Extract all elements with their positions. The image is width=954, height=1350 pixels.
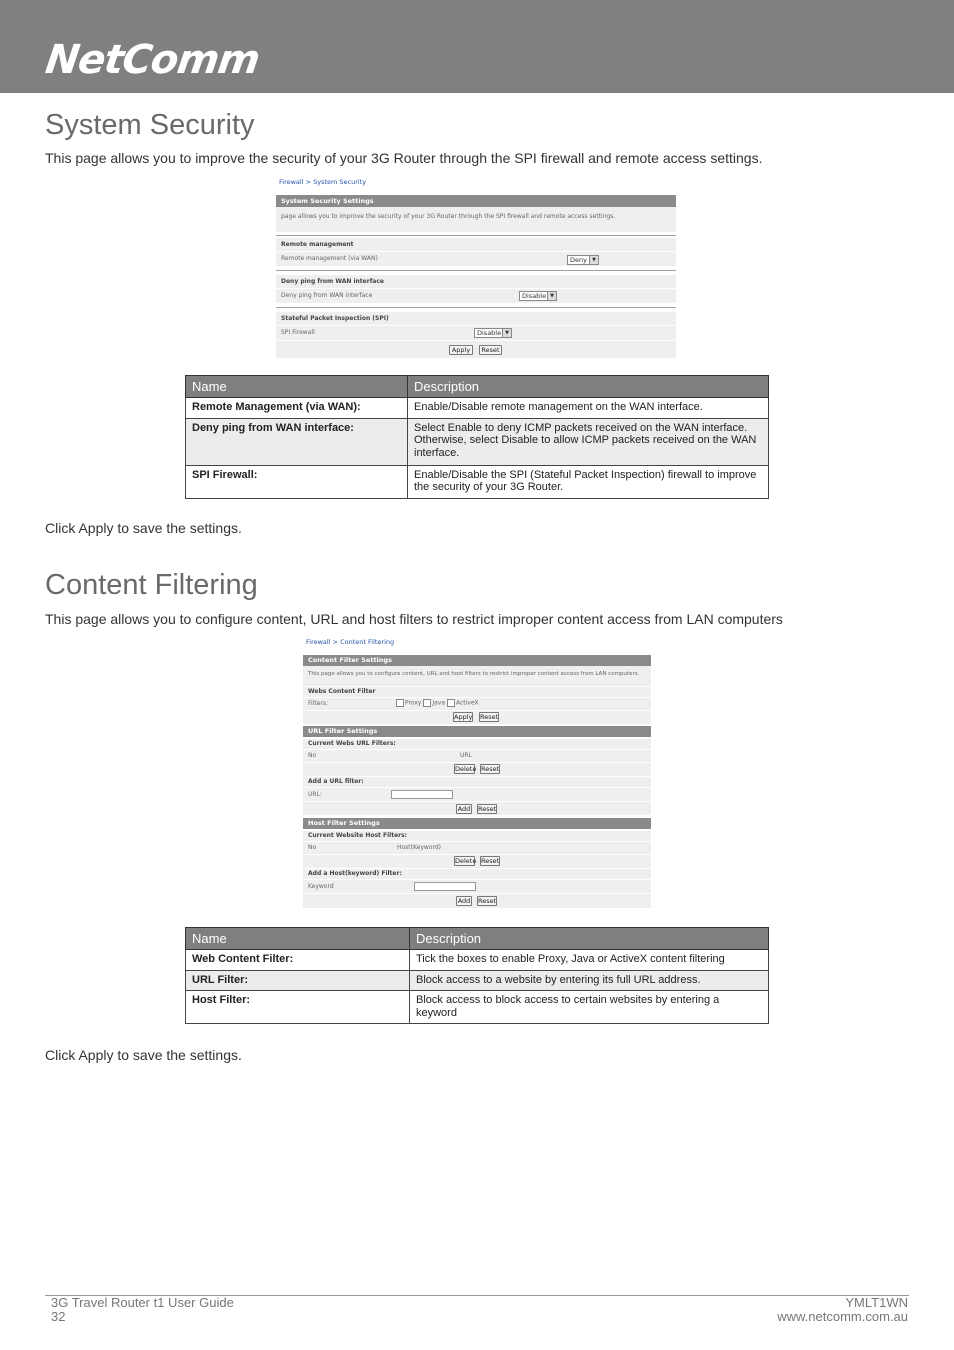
keyword-label: Keyword bbox=[303, 880, 651, 893]
content-filter-description: This page allows you to configure content, URL and host filters to restrict improper content access from LAN computers. bbox=[303, 666, 651, 686]
row-description: Select Enable to deny ICMP packets received on the WAN interface. Otherwise, select Disable to allow ICMP packets received on the WAN interface. bbox=[408, 418, 769, 465]
breadcrumb: Firewall > System Security bbox=[279, 178, 367, 186]
button-row bbox=[303, 855, 651, 868]
row-description: Block access to block access to certain websites by entering a keyword bbox=[410, 991, 769, 1024]
divider bbox=[276, 235, 676, 236]
system-security-screenshot bbox=[276, 176, 676, 360]
table-header-row bbox=[186, 376, 769, 398]
chevron-down-icon: ▼ bbox=[502, 329, 511, 337]
add-url-button[interactable]: Add bbox=[457, 805, 471, 813]
table-row bbox=[186, 465, 769, 498]
filters-label: Filters: bbox=[303, 698, 651, 710]
add-url-filter-header: Add a URL filter: bbox=[303, 777, 651, 787]
url-label: URL: bbox=[303, 788, 651, 801]
button-row bbox=[303, 763, 651, 776]
reset-button[interactable]: Reset bbox=[481, 857, 500, 865]
divider bbox=[276, 270, 676, 271]
proxy-checkbox[interactable] bbox=[396, 699, 404, 707]
breadcrumb: Firewall > Content Filtering bbox=[306, 638, 395, 646]
table-row bbox=[186, 950, 769, 971]
row-name: SPI Firewall: bbox=[186, 465, 408, 498]
row-description: Block access to a website by entering its full URL address. bbox=[410, 970, 769, 991]
apply-button[interactable]: Apply bbox=[449, 345, 473, 355]
delete-url-button[interactable]: Delete bbox=[455, 765, 477, 773]
url-column-header: URL bbox=[460, 752, 472, 759]
reset-button[interactable]: Reset bbox=[479, 345, 502, 355]
delete-host-button[interactable]: Delete bbox=[455, 857, 477, 865]
table-row bbox=[186, 970, 769, 991]
url-columns-row: No bbox=[303, 750, 651, 762]
current-url-filters-header: Current Webs URL Filters: bbox=[303, 739, 651, 749]
table-row bbox=[186, 418, 769, 465]
table-row bbox=[186, 398, 769, 419]
content-filtering-table bbox=[185, 927, 769, 1024]
add-host-filter-header: Add a Host(keyword) Filter: bbox=[303, 869, 651, 879]
settings-bar: System Security Settings bbox=[276, 195, 676, 207]
reset-button[interactable]: Reset bbox=[478, 897, 497, 905]
reset-button[interactable]: Reset bbox=[478, 805, 497, 813]
java-checkbox[interactable] bbox=[423, 699, 431, 707]
host-filter-bar: Host Filter Settings bbox=[303, 818, 651, 829]
column-header: Name bbox=[186, 928, 410, 950]
apply-note: Click Apply to save the settings. bbox=[45, 1047, 242, 1063]
keyword-input[interactable] bbox=[414, 882, 476, 891]
chevron-down-icon: ▼ bbox=[589, 256, 598, 264]
deny-ping-select[interactable]: Disable ▼ bbox=[519, 291, 557, 301]
row-name: Web Content Filter: bbox=[186, 950, 410, 971]
spi-select[interactable]: Disable ▼ bbox=[474, 328, 512, 338]
url-input[interactable] bbox=[391, 790, 453, 799]
activex-checkbox[interactable] bbox=[447, 699, 455, 707]
section-title-content-filtering: Content Filtering bbox=[45, 569, 258, 601]
chevron-down-icon: ▼ bbox=[547, 292, 556, 300]
deny-ping-header: Deny ping from WAN interface bbox=[276, 275, 676, 288]
reset-button[interactable]: Reset bbox=[481, 765, 500, 773]
content-filter-bar: Content Filter Settings bbox=[303, 655, 651, 666]
column-header: Name bbox=[186, 376, 408, 398]
settings-description: page allows you to improve the security of your 3G Router through the SPI firewall and remote access settings. bbox=[276, 207, 676, 232]
table-header-row bbox=[186, 928, 769, 950]
section-intro: This page allows you to improve the security of your 3G Router through the SPI firewall and remote access settings. bbox=[45, 150, 763, 166]
remote-management-label: Remote management (via WAN) bbox=[276, 252, 676, 266]
deny-ping-label: Deny ping from WAN interface bbox=[276, 289, 676, 303]
url-filter-bar: URL Filter Settings bbox=[303, 726, 651, 737]
divider bbox=[276, 307, 676, 308]
button-row bbox=[303, 711, 651, 724]
button-row bbox=[276, 341, 676, 358]
remote-management-select[interactable]: Deny ▼ bbox=[567, 255, 599, 265]
reset-button[interactable]: Reset bbox=[480, 713, 499, 721]
netcomm-logo: NetComm bbox=[42, 37, 263, 83]
header-bar bbox=[0, 0, 954, 93]
host-columns-row: No bbox=[303, 842, 651, 854]
current-host-filters-header: Current Website Host Filters: bbox=[303, 831, 651, 841]
row-name: Host Filter: bbox=[186, 991, 410, 1024]
spi-header: Stateful Packet Inspection (SPI) bbox=[276, 312, 676, 325]
apply-note: Click Apply to save the settings. bbox=[45, 520, 242, 536]
content-filtering-screenshot bbox=[303, 636, 651, 908]
spi-label: SPI Firewall bbox=[276, 326, 676, 340]
table-row bbox=[186, 991, 769, 1024]
host-column-header: Host(Keyword) bbox=[397, 844, 441, 851]
column-header: Description bbox=[408, 376, 769, 398]
column-header: Description bbox=[410, 928, 769, 950]
row-name: Remote Management (via WAN): bbox=[186, 398, 408, 419]
footer-url: www.netcomm.com.au bbox=[777, 1309, 908, 1324]
remote-management-header: Remote management bbox=[276, 238, 676, 251]
add-host-button[interactable]: Add bbox=[457, 897, 471, 905]
row-name: Deny ping from WAN interface: bbox=[186, 418, 408, 465]
footer-model: YMLT1WN bbox=[845, 1295, 908, 1310]
footer-page-number: 32 bbox=[51, 1309, 66, 1324]
section-title-system-security: System Security bbox=[45, 109, 255, 141]
row-description: Enable/Disable the SPI (Stateful Packet Inspection) firewall to improve the security of your 3G Router. bbox=[408, 465, 769, 498]
section-intro: This page allows you to configure content, URL and host filters to restrict improper content access from LAN computers bbox=[45, 611, 783, 627]
system-security-table bbox=[185, 375, 769, 499]
apply-button[interactable]: Apply bbox=[454, 713, 473, 721]
filter-options: Proxy Java ActiveX bbox=[396, 699, 479, 707]
web-content-filter-header: Webs Content Filter bbox=[303, 687, 651, 697]
row-description: Enable/Disable remote management on the WAN interface. bbox=[408, 398, 769, 419]
row-name: URL Filter: bbox=[186, 970, 410, 991]
footer-guide-title: 3G Travel Router t1 User Guide bbox=[51, 1295, 234, 1310]
row-description: Tick the boxes to enable Proxy, Java or ActiveX content filtering bbox=[410, 950, 769, 971]
